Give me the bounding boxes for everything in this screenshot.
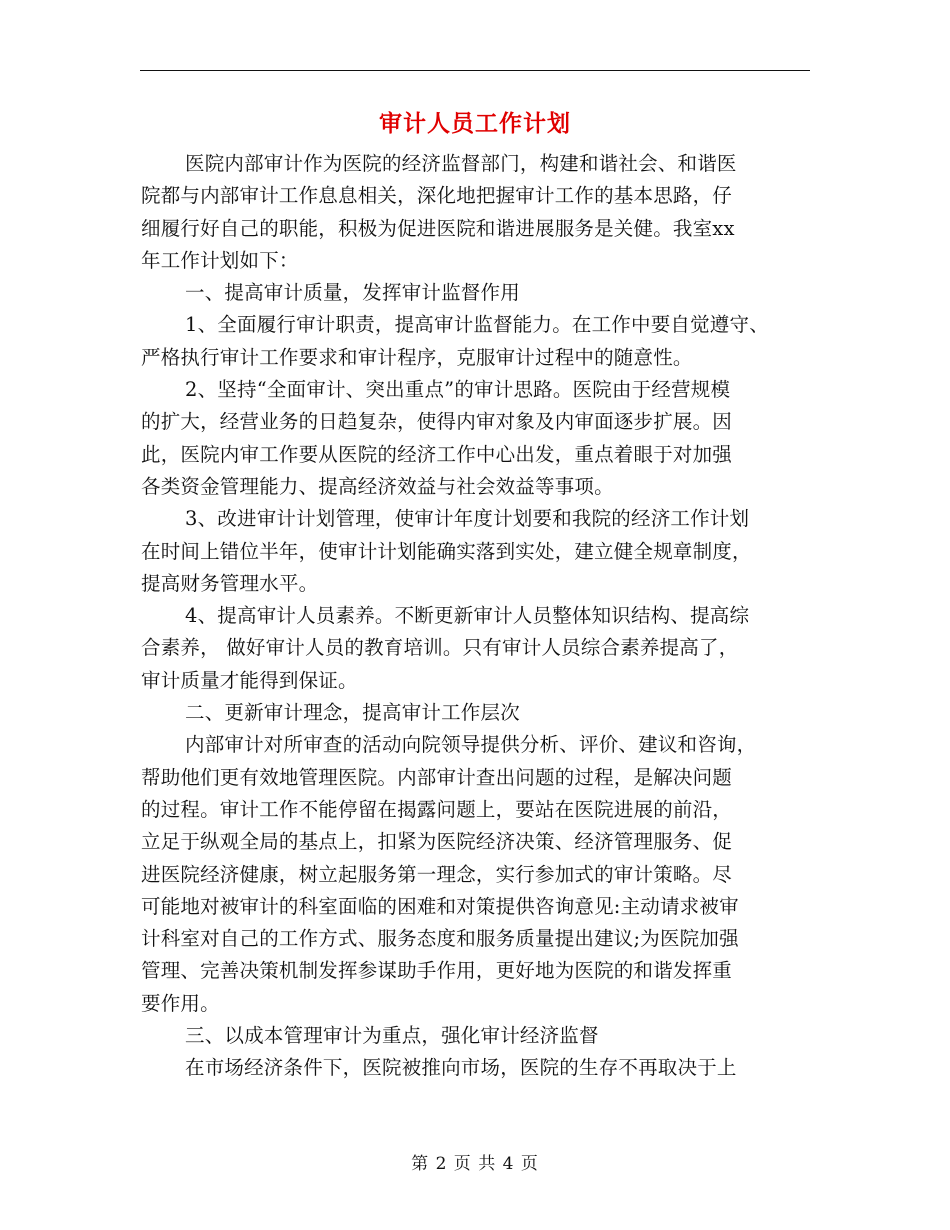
text-line: 3、改进审计计划管理，使审计年度计划要和我院的经济工作计划 <box>185 507 750 531</box>
text-line: 一、提高审计质量，发挥审计监督作用 <box>185 281 520 305</box>
document-body <box>141 148 811 1085</box>
paragraph-section-3 <box>141 1052 811 1084</box>
text-line: 各类资金管理能力、提高经济效益与社会效益等事项。 <box>141 474 614 498</box>
document-title: 审计人员工作计划 <box>379 110 571 137</box>
text-line: 管理、完善决策机制发挥参谋助手作用，更好地为医院的和谐发挥重 <box>141 959 733 983</box>
text-line: 计科室对自己的工作方式、服务态度和服务质量提出建议;为医院加强 <box>141 927 739 951</box>
text-line: 院都与内部审计工作息息相关，深化地把握审计工作的基本思路，仔 <box>141 184 733 208</box>
paragraph-item-2 <box>141 374 811 503</box>
section-heading-3 <box>141 1020 811 1052</box>
header-rule <box>140 70 810 71</box>
text-line: 要作用。 <box>141 991 220 1015</box>
section-heading-2 <box>141 697 811 729</box>
section-heading-1 <box>141 277 811 309</box>
text-line: 在时间上错位半年，使审计计划能确实落到实处，建立健全规章制度， <box>141 539 752 563</box>
text-line: 的扩大，经营业务的日趋复杂，使得内审对象及内审面逐步扩展。因 <box>141 410 733 434</box>
text-line: 进医院经济健康，树立起服务第一理念，实行参加式的审计策略。尽 <box>141 862 733 886</box>
text-line: 提高财务管理水平。 <box>141 571 319 595</box>
text-line: 合素养， 做好审计人员的教育培训。只有审计人员综合素养提高了， <box>141 636 739 660</box>
text-line: 2、坚持“全面审计、突出重点”的审计思路。医院由于经营规模 <box>185 378 731 402</box>
text-line: 立足于纵观全局的基点上，扣紧为医院经济决策、经济管理服务、促 <box>141 830 733 854</box>
text-line: 4、提高审计人员素养。不断更新审计人员整体知识结构、提高综 <box>185 604 750 628</box>
text-line: 医院内部审计作为医院的经济监督部门，构建和谐社会、和谐医 <box>185 152 737 175</box>
paragraph-item-1 <box>141 309 811 374</box>
page-number-footer: 第 2 页 共 4 页 <box>411 1154 539 1174</box>
text-line: 此，医院内审工作要从医院的经济工作中心出发，重点着眼于对加强 <box>141 442 733 466</box>
text-line: 1、全面履行审计职责，提高审计监督能力。在工作中要自觉遵守、 <box>185 313 769 337</box>
text-line: 二、更新审计理念，提高审计工作层次 <box>185 701 520 725</box>
text-line: 可能地对被审计的科室面临的困难和对策提供咨询意见:主动请求被审 <box>141 894 739 918</box>
text-line: 年工作计划如下： <box>141 248 299 272</box>
text-line: 审计质量才能得到保证。 <box>141 668 358 692</box>
paragraph-item-3 <box>141 503 811 600</box>
paragraph-intro <box>141 148 811 277</box>
text-line: 在市场经济条件下，医院被推向市场，医院的生存不再取决于上 <box>185 1056 737 1080</box>
text-line: 细履行好自己的职能，积极为促进医院和谐进展服务是关健。我室xx <box>141 216 735 240</box>
paragraph-item-4 <box>141 600 811 697</box>
text-line: 帮助他们更有效地管理医院。内部审计查出问题的过程，是解决问题 <box>141 765 733 789</box>
text-line: 内部审计对所审查的活动向院领导提供分析、评价、建议和咨询， <box>185 733 757 757</box>
paragraph-section-2 <box>141 729 811 1020</box>
text-line: 三、以成本管理审计为重点，强化审计经济监督 <box>185 1024 599 1048</box>
text-line: 的过程。审计工作不能停留在揭露问题上，要站在医院进展的前沿， <box>141 797 733 821</box>
text-line: 严格执行审计工作要求和审计程序，克服审计过程中的随意性。 <box>141 345 693 369</box>
